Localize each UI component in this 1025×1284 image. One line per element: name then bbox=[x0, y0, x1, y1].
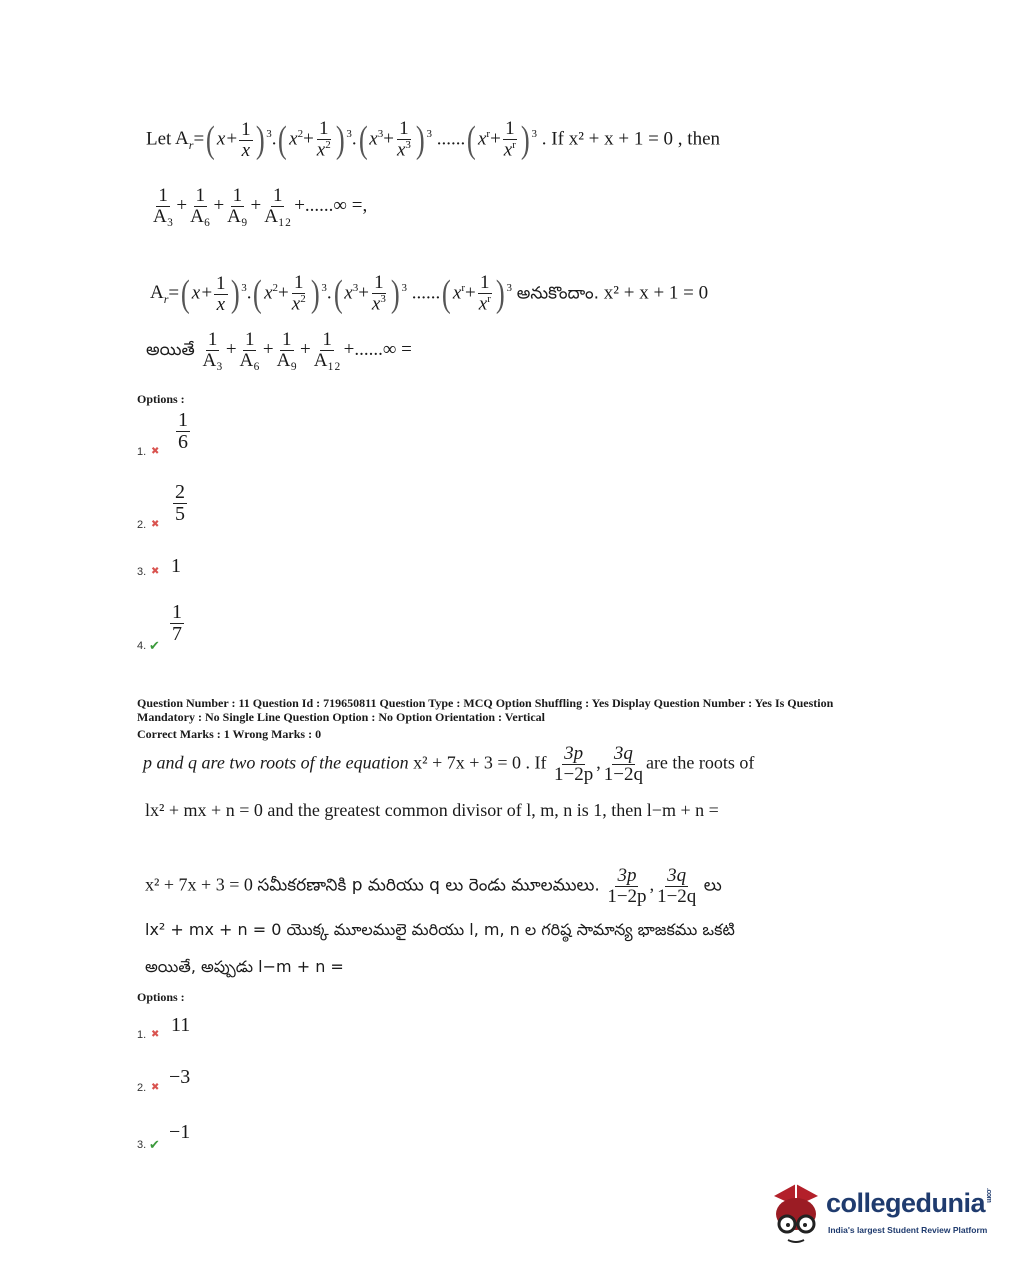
numerator: 1 bbox=[178, 409, 188, 431]
q11-english-line-1: p and q are two roots of the equation x² + 7x + 3 = 0 . If $\frac{3p}{1-2p}$ , $\frac{3q}{1-2q}$ are the roots of bbox=[143, 743, 755, 785]
option-value: −1 bbox=[169, 1121, 191, 1143]
let-label: Let bbox=[146, 128, 172, 150]
numerator: 3p bbox=[564, 743, 584, 764]
q11-en-eq: x² + 7x + 3 = 0 . If bbox=[413, 752, 547, 773]
denominator: 6 bbox=[178, 431, 188, 453]
frac-1x2: $\frac{1}{x^2}$ bbox=[316, 118, 331, 161]
q11-te-eq: x² + 7x + 3 = 0 bbox=[145, 874, 253, 895]
den-a9: A₉ bbox=[227, 205, 248, 227]
frac-a12: $\frac{1}{\text{A₁₂}}$ bbox=[264, 185, 292, 227]
den-a12: A₁₂ bbox=[313, 349, 341, 371]
frac-3p bbox=[605, 866, 648, 907]
wrong-icon: ✖ bbox=[151, 1029, 160, 1040]
paren: ) bbox=[520, 119, 530, 161]
q10-telugu-sum: అయితే $\frac{1}{\text{A₃}}$ + $\frac{1}{\text{A₆}}$ + $\frac{1}{\text{A₉}}$ + $\frac{1}{\text{A₁₂}}$ +......∞ = bbox=[146, 329, 412, 371]
den-a9: A₉ bbox=[276, 349, 297, 371]
numerator: 3p bbox=[617, 865, 637, 886]
frac-3q bbox=[602, 744, 645, 785]
q11-meta-line-2: Mandatory : No Single Line Question Option : No Option Orientation : Vertical bbox=[137, 710, 546, 724]
paren: ( bbox=[206, 119, 215, 161]
denominator: 5 bbox=[175, 503, 185, 525]
ar-subscript: r bbox=[188, 138, 194, 153]
option-number: 3. bbox=[137, 566, 147, 578]
option-value: 1 bbox=[171, 555, 181, 577]
frac-a6: $\frac{1}{\text{A₆}}$ bbox=[239, 329, 260, 371]
frac-a12: $\frac{1}{\text{A₁₂}}$ bbox=[313, 329, 341, 371]
option-value: −3 bbox=[169, 1066, 191, 1088]
option-number: 1. bbox=[137, 1029, 147, 1041]
q10-option-1 bbox=[137, 410, 257, 460]
frac-1x2: $\frac{1}{x^2}$ bbox=[291, 272, 306, 315]
den-a3: A₃ bbox=[202, 349, 223, 371]
option-number: 2. bbox=[137, 1082, 147, 1094]
paren: ( bbox=[467, 119, 477, 161]
sum-tail: +......∞ =, bbox=[294, 194, 368, 216]
q10-option-3 bbox=[137, 555, 257, 579]
paren: ( bbox=[442, 273, 452, 315]
condition-text: . If x² + x + 1 = 0 , then bbox=[541, 128, 721, 150]
check-icon: ✔ bbox=[149, 638, 160, 653]
option-number: 1. bbox=[137, 446, 147, 458]
q11-options-label: Options : bbox=[137, 990, 185, 1004]
q10-english-statement: Let $A_r=(x+$ $\frac{1}{x}$ ) $^3.(x^2+$ $\frac{1}{x^2}$ ) $^3.(x^3+$ $\frac{1}{x^3}$ ) $^3$ $......(x^r+$ $\frac{1}{x^r}$ ) $^3$ . If x² + x + 1 = 0 , then bbox=[146, 118, 721, 161]
q11-meta-line-3: Correct Marks : 1 Wrong Marks : 0 bbox=[137, 727, 322, 741]
paren: ) bbox=[335, 119, 345, 161]
paren: ) bbox=[415, 119, 425, 161]
frac-a3: $\frac{1}{\text{A₃}}$ bbox=[153, 185, 174, 227]
frac-1x: $\frac{1}{x}$ bbox=[216, 272, 226, 315]
denominator: 1−2q bbox=[603, 763, 643, 785]
option-number: 2. bbox=[137, 519, 147, 531]
brand-name bbox=[826, 1188, 992, 1219]
numerator: 2 bbox=[175, 481, 185, 503]
frac-3p bbox=[552, 744, 595, 785]
frac-a3: $\frac{1}{\text{A₃}}$ bbox=[202, 329, 223, 371]
q10-option-4 bbox=[137, 602, 257, 654]
frac-1xr: $\frac{1}{x^r}$ bbox=[503, 118, 516, 161]
q11-english-line-2: lx² + mx + n = 0 and the greatest common divisor of l, m, n is 1, then l−m + n = bbox=[145, 800, 719, 820]
paren: ( bbox=[358, 119, 368, 161]
telugu-equation: x² + x + 1 = 0 bbox=[603, 282, 709, 304]
q10-options-label: Options : bbox=[137, 392, 185, 406]
ar-symbol-te: $A_r$ bbox=[150, 282, 169, 307]
denominator: 7 bbox=[172, 623, 182, 645]
numerator: 3q bbox=[667, 865, 687, 886]
mascot-icon bbox=[766, 1178, 826, 1248]
paren: ( bbox=[278, 119, 288, 161]
q11-option-3 bbox=[137, 1121, 257, 1153]
q11-te-intro: సమీకరణానికి p మరియు q లు రెండు మూలములు. bbox=[257, 875, 600, 896]
numerator: 3q bbox=[613, 743, 633, 764]
option-number: 4. bbox=[137, 640, 147, 652]
frac-3q bbox=[655, 866, 698, 907]
paren: ( bbox=[333, 273, 343, 315]
denominator: 1−2q bbox=[657, 885, 697, 907]
q11-meta-line-1: Question Number : 11 Question Id : 719650811 Question Type : MCQ Option Shuffling : Yes Display Question Number : Yes Is Question bbox=[137, 696, 834, 710]
wrong-icon: ✖ bbox=[151, 446, 160, 457]
telugu-then: అయితే bbox=[146, 339, 195, 360]
brand-tagline: India's largest Student Review Platform bbox=[828, 1225, 988, 1235]
paren: ) bbox=[495, 273, 505, 315]
paren: ) bbox=[390, 273, 400, 315]
paren: ( bbox=[181, 273, 190, 315]
brand-text: collegedunia bbox=[826, 1188, 986, 1218]
den-a6: A₆ bbox=[190, 205, 211, 227]
option-value: 11 bbox=[171, 1014, 191, 1036]
option-value bbox=[173, 482, 187, 525]
option-value bbox=[176, 410, 190, 453]
q11-option-1 bbox=[137, 1014, 257, 1042]
frac-1x3: $\frac{1}{x^3}$ bbox=[371, 272, 386, 315]
frac-1x: $\frac{1}{x}$ bbox=[241, 118, 251, 161]
den-a3: A₃ bbox=[153, 205, 174, 227]
option-value bbox=[170, 602, 184, 645]
q11-en-tail: are the roots of bbox=[645, 752, 755, 773]
q11-option-2 bbox=[137, 1066, 257, 1096]
frac-a9: $\frac{1}{\text{A₉}}$ bbox=[227, 185, 248, 227]
option-number: 3. bbox=[137, 1139, 147, 1151]
wrong-icon: ✖ bbox=[151, 519, 160, 530]
wrong-icon: ✖ bbox=[151, 566, 160, 577]
numerator: 1 bbox=[172, 601, 182, 623]
denominator: 1−2p bbox=[607, 885, 647, 907]
q11-en-intro: p and q are two roots of the equation bbox=[143, 752, 409, 773]
wrong-icon: ✖ bbox=[151, 1082, 160, 1093]
telugu-let: అనుకొందాం. bbox=[516, 283, 600, 304]
paren: ) bbox=[310, 273, 320, 315]
frac-1xr: $\frac{1}{x^r}$ bbox=[478, 272, 491, 315]
check-icon: ✔ bbox=[149, 1137, 160, 1152]
paren: ( bbox=[253, 273, 263, 315]
frac-a9: $\frac{1}{\text{A₉}}$ bbox=[276, 329, 297, 371]
ar-letter: A bbox=[175, 128, 189, 150]
term-x: x+ bbox=[216, 128, 239, 150]
q10-option-2 bbox=[137, 482, 257, 532]
q10-telugu-statement: $A_r=(x+$ $\frac{1}{x}$ ) $^3.(x^2+$ $\frac{1}{x^2}$ ) $^3.(x^3+$ $\frac{1}{x^3}$ ) $^3$ $......(x^r+$ $\frac{1}{x^r}$ ) $^3$ అనుకొందాం. x² + x + 1 = 0 bbox=[150, 272, 709, 315]
collegedunia-logo[interactable] bbox=[766, 1178, 998, 1250]
q11-telugu-line-3: అయితే, అప్పుడు l−m + n = bbox=[145, 957, 344, 976]
paren: ) bbox=[230, 273, 240, 315]
q11-telugu-line-2: lx² + mx + n = 0 యొక్క మూలములై మరియు l, m, n ల గరిష్ఠ సామాన్య భాజకము ఒకటి bbox=[145, 920, 735, 939]
frac-1x3: $\frac{1}{x^3}$ bbox=[396, 118, 411, 161]
ar-symbol bbox=[175, 128, 194, 153]
brand-tld: .com bbox=[985, 1188, 993, 1203]
den-a6: A₆ bbox=[239, 349, 260, 371]
q10-english-sum: $\frac{1}{\text{A₃}}$ + $\frac{1}{\text{A₆}}$ + $\frac{1}{\text{A₉}}$ + $\frac{1}{\text{A₁₂}}$ +......∞ =, bbox=[153, 185, 368, 227]
sum-tail: +......∞ = bbox=[343, 338, 412, 360]
q11-te-tail: లు bbox=[703, 875, 722, 896]
denominator: 1−2p bbox=[554, 763, 594, 785]
q11-telugu-line-1: x² + 7x + 3 = 0 సమీకరణానికి p మరియు q లు రెండు మూలములు. $\frac{3p}{1-2p}$ , $\frac{3q}{1-2q}$ లు bbox=[145, 865, 722, 907]
paren: ) bbox=[255, 119, 265, 161]
frac-a6: $\frac{1}{\text{A₆}}$ bbox=[190, 185, 211, 227]
den-a12: A₁₂ bbox=[264, 205, 292, 227]
